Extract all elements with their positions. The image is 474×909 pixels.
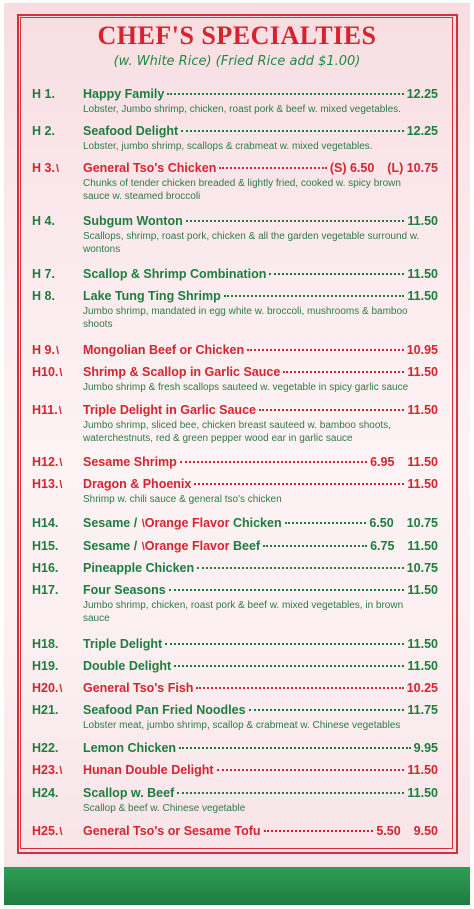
item-line (83, 561, 438, 575)
item-number: H10.\ (32, 365, 63, 379)
spicy-marker-icon: \ (55, 163, 59, 175)
menu-item-row (4, 637, 470, 654)
item-price-large: (L) 10.75 (387, 161, 438, 175)
item-line (83, 763, 438, 777)
item-line (83, 583, 438, 597)
item-number: H 1. (32, 87, 55, 101)
menu-item (4, 87, 470, 117)
item-name-flavor: Orange Flavor (144, 539, 230, 553)
item-price-small: (S) 6.50 (329, 161, 375, 175)
item-number: H23.\ (32, 763, 63, 777)
item-number: H 7. (32, 267, 55, 281)
item-line (83, 161, 438, 175)
page-title: CHEF'S SPECIALTIES (97, 21, 377, 50)
item-name: Lemon Chicken (83, 741, 177, 755)
item-name: Lake Tung Ting Shrimp (83, 289, 221, 303)
spicy-marker-icon: \ (59, 479, 63, 491)
item-price: 11.50 (407, 289, 438, 303)
menu-item-row (4, 539, 470, 556)
item-number: H 8. (32, 289, 55, 303)
item-price: 11.75 (407, 703, 438, 717)
item-number: H25.\ (32, 824, 63, 838)
item-price-small: 6.75 (370, 539, 395, 553)
dot-leader (219, 166, 326, 169)
item-number: H16. (32, 561, 59, 575)
item-number: H21. (32, 703, 59, 717)
item-line (83, 539, 438, 553)
dot-leader (285, 521, 367, 524)
item-name: Mongolian Beef or Chicken (83, 343, 245, 357)
item-line (83, 824, 438, 838)
item-number: H18. (32, 637, 59, 651)
item-name: Sesame / \Orange Flavor Chicken (83, 516, 282, 530)
item-line (83, 477, 438, 491)
item-name: Scallop w. Beef (83, 786, 175, 800)
spicy-marker-icon: \ (59, 683, 63, 695)
item-number: H19. (32, 659, 59, 673)
item-line (83, 403, 438, 417)
menu-item (4, 403, 470, 445)
item-name: Seafood Pan Fried Noodles (83, 703, 246, 717)
item-name: Triple Delight in Garlic Sauce (83, 403, 256, 417)
dot-leader (263, 544, 367, 547)
menu-item-row (4, 403, 470, 420)
item-name: Sesame / \Orange Flavor Beef (83, 539, 261, 553)
item-name: Seafood Delight (83, 124, 179, 138)
dot-leader (249, 708, 405, 711)
item-line (83, 289, 438, 303)
menu-item-row (4, 681, 470, 698)
item-line (83, 214, 438, 228)
item-name: Triple Delight (83, 637, 163, 651)
item-description: Jumbo shrimp & fresh scallops sauteed w. vegetable in spicy garlic sauce (83, 382, 409, 393)
item-description: Scallop & beef w. Chinese vegetable (83, 803, 246, 814)
item-price: 11.50 (407, 477, 438, 491)
item-name: General Tso's or Sesame Tofu (83, 824, 261, 838)
dot-leader (179, 746, 411, 749)
menu-item (4, 516, 470, 533)
dot-leader (167, 92, 403, 95)
item-description: Scallops, shrimp, roast pork, chicken & all the garden vegetable surround w. wontons (83, 231, 420, 255)
spicy-marker-icon: \ (59, 826, 63, 838)
item-number: H24. (32, 786, 59, 800)
dot-leader (169, 588, 405, 591)
item-name: Four Seasons (83, 583, 166, 597)
menu-item (4, 681, 470, 698)
spicy-marker-icon: \ (55, 345, 59, 357)
item-price: 11.50 (407, 403, 438, 417)
dot-leader (177, 791, 404, 794)
spicy-marker-icon: \ (59, 457, 63, 469)
menu-item-row (4, 786, 470, 803)
item-description: Shrimp w. chili sauce & general tso's chicken (83, 494, 282, 505)
dot-leader (194, 482, 404, 485)
dot-leader (197, 566, 404, 569)
item-price: 11.50 (407, 583, 438, 597)
item-description: Jumbo shrimp, sliced bee, chicken breast sauteed w. bamboo shoots, waterchestnuts, red & green pepper wood ear in garlic sauce (83, 420, 391, 444)
item-price: 10.25 (406, 681, 438, 695)
menu-item (4, 365, 470, 395)
item-line (83, 786, 438, 800)
menu-item-row (4, 365, 470, 382)
item-line (83, 516, 438, 530)
item-description: Lobster, jumbo shrimp, scallops & crabmeat w. mixed vegetables. (83, 141, 373, 152)
item-price: 11.50 (407, 763, 438, 777)
spicy-marker-icon: \ (58, 405, 62, 417)
menu-item-row (4, 703, 470, 720)
item-line (83, 267, 438, 281)
menu-item-row (4, 124, 470, 141)
dot-leader (180, 460, 367, 463)
item-description: Jumbo shrimp, chicken, roast pork & beef w. mixed vegetables, in brown sauce (83, 600, 404, 624)
menu-item-row (4, 583, 470, 600)
menu-item (4, 583, 470, 625)
item-name: Sesame Shrimp (83, 455, 177, 469)
item-name-flavor: Orange Flavor (144, 516, 230, 530)
menu-item (4, 477, 470, 507)
item-price: 10.75 (406, 561, 438, 575)
menu-item-row (4, 477, 470, 494)
item-price: 11.50 (407, 214, 438, 228)
item-number: H20.\ (32, 681, 63, 695)
item-price-large: 9.50 (413, 824, 438, 838)
menu-item (4, 455, 470, 472)
menu-item (4, 267, 470, 284)
item-description: Jumbo shrimp, mandated in egg white w. broccoli, mushrooms & bamboo shoots (83, 306, 408, 330)
item-line (83, 124, 438, 138)
item-number: H 3.\ (32, 161, 59, 175)
item-line (83, 741, 438, 755)
item-name: Happy Family (83, 87, 165, 101)
item-number: H14. (32, 516, 59, 530)
dot-leader (217, 768, 405, 771)
menu-item (4, 539, 470, 556)
dot-leader (269, 272, 404, 275)
dot-leader (165, 642, 404, 645)
item-number: H13.\ (32, 477, 63, 491)
item-price: 12.25 (406, 87, 438, 101)
menu-item (4, 124, 470, 154)
menu-item-row (4, 516, 470, 533)
menu-item-row (4, 343, 470, 360)
item-price: 11.50 (407, 786, 438, 800)
menu-item-row (4, 161, 470, 178)
item-line (83, 659, 438, 673)
dot-leader (283, 370, 404, 373)
item-number: H 2. (32, 124, 55, 138)
dot-leader (186, 219, 405, 222)
dot-leader (247, 348, 404, 351)
item-line (83, 87, 438, 101)
menu-item (4, 763, 470, 780)
item-line (83, 681, 438, 695)
item-price-small: 6.50 (369, 516, 394, 530)
page-subtitle: (w. White Rice) (Fried Rice add $1.00) (113, 54, 361, 69)
menu-item-row (4, 561, 470, 578)
item-name: Pineapple Chicken (83, 561, 195, 575)
spicy-marker-icon: \ (59, 765, 63, 777)
menu-item (4, 161, 470, 203)
item-name: General Tso's Fish (83, 681, 194, 695)
item-price: 10.95 (406, 343, 438, 357)
item-line (83, 637, 438, 651)
menu-list (4, 3, 470, 863)
item-price: 11.50 (407, 637, 438, 651)
item-description: Lobster, Jumbo shrimp, chicken, roast pork & beef w. mixed vegetables. (83, 104, 401, 115)
menu-item (4, 741, 470, 758)
item-name: Scallop & Shrimp Combination (83, 267, 267, 281)
item-price-large: 11.50 (407, 539, 438, 553)
menu-item (4, 659, 470, 676)
menu-page (4, 3, 470, 905)
item-name: Hunan Double Delight (83, 763, 214, 777)
menu-item (4, 703, 470, 733)
item-price-small: 5.50 (376, 824, 401, 838)
item-price: 9.95 (413, 741, 438, 755)
item-line (83, 455, 438, 469)
dot-leader (264, 829, 374, 832)
menu-item-row (4, 659, 470, 676)
menu-item-row (4, 824, 470, 841)
menu-item-row (4, 289, 470, 306)
item-line (83, 365, 438, 379)
menu-item (4, 214, 470, 256)
dot-leader (259, 408, 404, 411)
dot-leader (181, 129, 404, 132)
footer-band (4, 867, 470, 905)
menu-item-row (4, 87, 470, 104)
item-price: 11.50 (407, 659, 438, 673)
menu-item-row (4, 763, 470, 780)
item-number: H22. (32, 741, 59, 755)
item-name: Subgum Wonton (83, 214, 183, 228)
menu-item (4, 289, 470, 331)
item-line (83, 703, 438, 717)
item-price-large: 10.75 (406, 516, 438, 530)
menu-item (4, 637, 470, 654)
item-number: H12.\ (32, 455, 63, 469)
item-description: Chunks of tender chicken breaded & lightly fried, cooked w. spicy brown sauce w. steamed broccoli (83, 178, 401, 202)
item-number: H11.\ (32, 403, 62, 417)
menu-item (4, 786, 470, 816)
item-name: Double Delight (83, 659, 172, 673)
dot-leader (174, 664, 404, 667)
menu-item-row (4, 267, 470, 284)
item-price: 12.25 (406, 124, 438, 138)
item-price-large: 11.50 (407, 455, 438, 469)
menu-item-row (4, 741, 470, 758)
item-number: H15. (32, 539, 59, 553)
spicy-marker-icon: \ (141, 541, 145, 553)
item-name: Shrimp & Scallop in Garlic Sauce (83, 365, 281, 379)
item-line (83, 343, 438, 357)
item-number: H17. (32, 583, 59, 597)
item-price: 11.50 (407, 267, 438, 281)
menu-item-row (4, 455, 470, 472)
item-number: H 4. (32, 214, 55, 228)
menu-item-row (4, 214, 470, 231)
spicy-marker-icon: \ (141, 518, 145, 530)
dot-leader (196, 686, 403, 689)
menu-item (4, 561, 470, 578)
item-number: H 9.\ (32, 343, 59, 357)
menu-item (4, 824, 470, 841)
item-price-small: 6.95 (370, 455, 395, 469)
dot-leader (224, 294, 405, 297)
item-description: Lobster meat, jumbo shrimp, scallop & crabmeat w. Chinese vegetables (83, 720, 401, 731)
item-price: 11.50 (407, 365, 438, 379)
spicy-marker-icon: \ (59, 367, 63, 379)
menu-item (4, 343, 470, 360)
item-name: Dragon & Phoenix (83, 477, 192, 491)
item-name: General Tso's Chicken (83, 161, 217, 175)
